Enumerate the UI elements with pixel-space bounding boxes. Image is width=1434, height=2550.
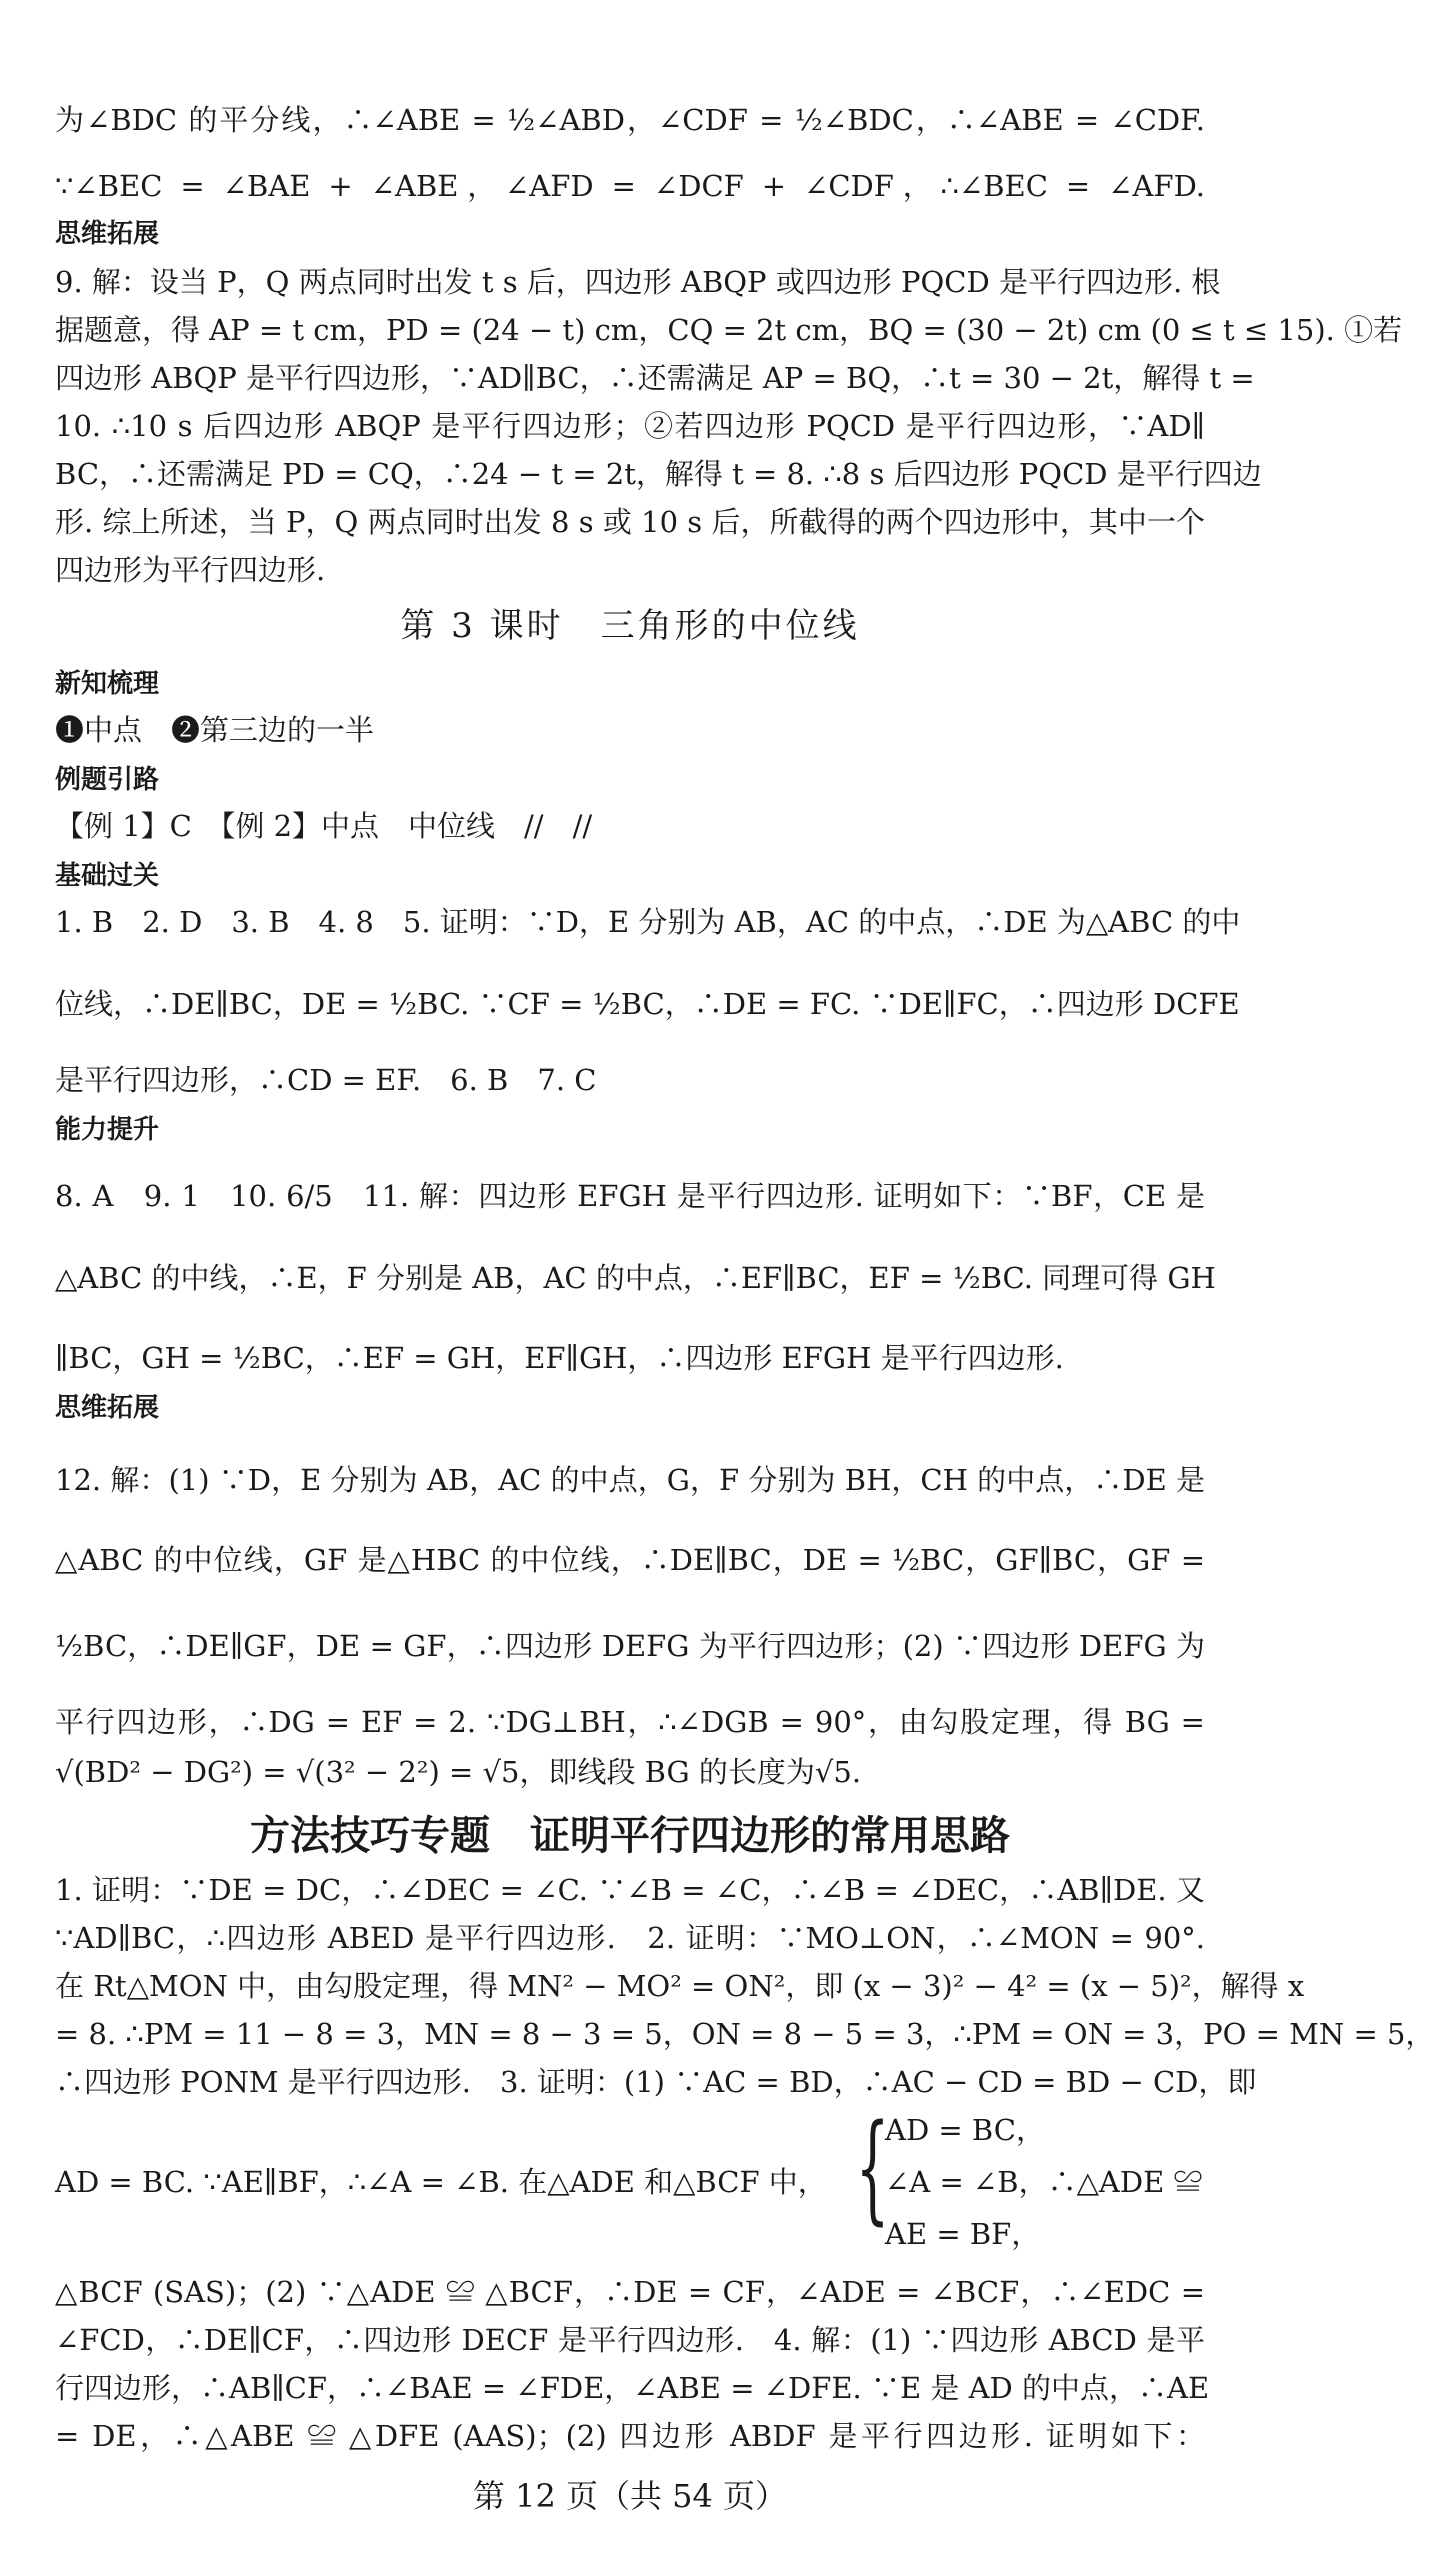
- brace-item: AD = BC，: [885, 2113, 1045, 2147]
- text-line: ∵∠BEC = ∠BAE + ∠ABE，∠AFD = ∠DCF + ∠CDF，∴∠BEC = ∠AFD.: [55, 169, 1205, 203]
- text-line: ∠FCD，∴DE∥CF，∴四边形 DECF 是平行四边形. 4. 解：(1) ∵四边形 ABCD 是平: [55, 2323, 1205, 2357]
- text-line: 位线，∴DE∥BC，DE = ½BC. ∵CF = ½BC，∴DE = FC. ∵DE∥FC，∴四边形 DCFE: [55, 987, 1240, 1021]
- text-line: 四边形 ABQP 是平行四边形，∵AD∥BC，∴还需满足 AP = BQ，∴t = 30 − 2t，解得 t =: [55, 361, 1255, 395]
- text-line: 1. 证明：∵DE = DC，∴∠DEC = ∠C. ∵∠B = ∠C，∴∠B = ∠DEC，∴AB∥DE. 又: [55, 1873, 1205, 1907]
- text-line: ½BC，∴DE∥GF，DE = GF，∴四边形 DEFG 为平行四边形；(2) ∵四边形 DEFG 为: [55, 1629, 1205, 1663]
- text-line: 【例 1】C 【例 2】中点 中位线 // //: [55, 809, 593, 843]
- brace-item: ∠A = ∠B，∴△ADE ≌: [885, 2165, 1203, 2199]
- text-line: △ABC 的中线，∴E，F 分别是 AB，AC 的中点，∴EF∥BC，EF = ½BC. 同理可得 GH: [55, 1261, 1216, 1295]
- text-line: 行四边形，∴AB∥CF，∴∠BAE = ∠FDE，∠ABE = ∠DFE. ∵E 是 AD 的中点，∴AE: [55, 2371, 1210, 2405]
- text-line: 平行四边形，∴DG = EF = 2. ∵DG⊥BH，∴∠DGB = 90°，由勾股定理，得 BG =: [55, 1705, 1205, 1739]
- text-line: 据题意，得 AP = t cm，PD = (24 − t) cm，CQ = 2t cm，BQ = (30 − 2t) cm (0 ≤ t ≤ 15). ①若: [55, 313, 1403, 347]
- page-footer: 第 12 页（共 54 页）: [472, 2477, 788, 2515]
- section-heading: 思维拓展: [55, 1393, 160, 1423]
- section-heading: 能力提升: [55, 1115, 160, 1145]
- brace-symbol: {: [855, 2098, 890, 2236]
- text-line: √(BD² − DG²) = √(3² − 2²) = √5，即线段 BG 的长度为√5.: [55, 1755, 862, 1789]
- section-heading: 例题引路: [55, 765, 160, 795]
- text-line: 9. 解：设当 P，Q 两点同时出发 t s 后，四边形 ABQP 或四边形 PQCD 是平行四边形. 根: [55, 265, 1221, 299]
- section-heading: 基础过关: [55, 861, 160, 891]
- text-line: △ABC 的中位线，GF 是△HBC 的中位线，∴DE∥BC，DE = ½BC，GF∥BC，GF =: [55, 1543, 1205, 1577]
- section-heading: 新知梳理: [55, 669, 160, 699]
- text-line: 是平行四边形，∴CD = EF. 6. B 7. C: [55, 1063, 597, 1097]
- text-line: ∴四边形 PONM 是平行四边形. 3. 证明：(1) ∵AC = BD，∴AC − CD = BD − CD，即: [55, 2065, 1257, 2099]
- section-heading: 思维拓展: [55, 219, 160, 249]
- text-line: 形. 综上所述，当 P，Q 两点同时出发 8 s 或 10 s 后，所截得的两个四边形中，其中一个: [55, 505, 1205, 539]
- text-line: ∥BC，GH = ½BC，∴EF = GH，EF∥GH，∴四边形 EFGH 是平行四边形.: [55, 1341, 1064, 1375]
- text-line: 为∠BDC 的平分线，∴∠ABE = ½∠ABD，∠CDF = ½∠BDC，∴∠ABE = ∠CDF.: [55, 103, 1205, 137]
- text-line: ❶中点 ❷第三边的一半: [55, 713, 375, 747]
- text-line: 12. 解：(1) ∵D，E 分别为 AB，AC 的中点，G，F 分别为 BH，CH 的中点，∴DE 是: [55, 1463, 1205, 1497]
- text-line: = DE，∴△ABE ≌ △DFE (AAS)；(2) 四边形 ABDF 是平行四边形. 证明如下：: [55, 2419, 1205, 2453]
- lesson-title: 第 3 课时 三角形的中位线: [400, 606, 860, 646]
- text-line: 1. B 2. D 3. B 4. 8 5. 证明：∵D，E 分别为 AB，AC 的中点，∴DE 为△ABC 的中: [55, 905, 1241, 939]
- text-line: 10. ∴10 s 后四边形 ABQP 是平行四边形；②若四边形 PQCD 是平行四边形，∵AD∥: [55, 409, 1205, 443]
- text-line: 8. A 9. 1 10. 6/5 11. 解：四边形 EFGH 是平行四边形. 证明如下：∵BF，CE 是: [55, 1179, 1205, 1213]
- text-line: 四边形为平行四边形.: [55, 553, 326, 587]
- method-title: 方法技巧专题 证明平行四边形的常用思路: [250, 1813, 1010, 1859]
- text-line: 在 Rt△MON 中，由勾股定理，得 MN² − MO² = ON²，即 (x − 3)² − 4² = (x − 5)²，解得 x: [55, 1969, 1305, 2003]
- text-line: BC，∴还需满足 PD = CQ，∴24 − t = 2t，解得 t = 8. ∴8 s 后四边形 PQCD 是平行四边: [55, 457, 1262, 491]
- brace-lead-text: AD = BC. ∵AE∥BF，∴∠A = ∠B. 在△ADE 和△BCF 中，: [55, 2165, 827, 2199]
- text-line: = 8. ∴PM = 11 − 8 = 3，MN = 8 − 3 = 5，ON = 8 − 5 = 3，∴PM = ON = 3，PO = MN = 5，: [55, 2017, 1434, 2051]
- brace-item: AE = BF，: [885, 2217, 1041, 2251]
- text-line: △BCF (SAS)；(2) ∵△ADE ≌ △BCF，∴DE = CF，∠ADE = ∠BCF，∴∠EDC =: [55, 2275, 1205, 2309]
- text-line: ∵AD∥BC，∴四边形 ABED 是平行四边形. 2. 证明：∵MO⊥ON，∴∠MON = 90°.: [55, 1921, 1205, 1955]
